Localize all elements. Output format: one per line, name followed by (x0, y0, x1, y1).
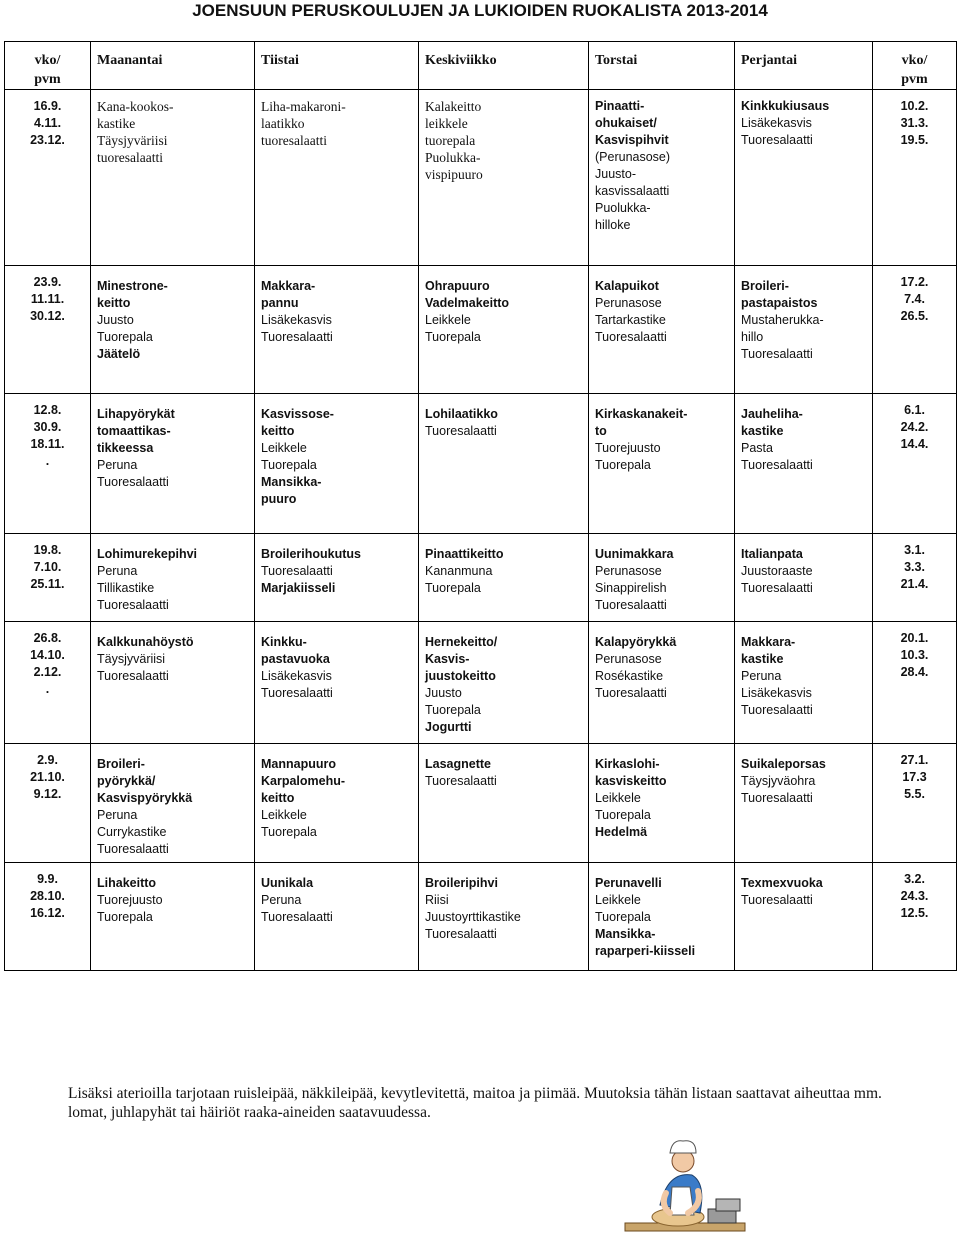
week-date: . (45, 454, 50, 468)
week-date: 2.12. (33, 665, 62, 679)
menu-item: Lihapyörykät (97, 407, 175, 421)
week-date: 26.8. (33, 631, 62, 645)
table-row (5, 744, 957, 863)
menu-item: Täysjyväriisi (97, 133, 168, 148)
page-title: JOENSUUN PERUSKOULUJEN JA LUKIOIDEN RUOKALISTA 2013-2014 (192, 1, 768, 20)
menu-item: Tuoresalaatti (261, 910, 333, 924)
menu-cell-thursday (589, 394, 735, 534)
week-dates-left (5, 622, 91, 744)
menu-item: Tuoresalaatti (595, 598, 667, 612)
menu-cell-wednesday (419, 534, 589, 622)
menu-item: Juusto (97, 313, 134, 327)
day-header-friday: Perjantai (735, 42, 873, 90)
menu-item: Kasvis- (425, 652, 470, 666)
menu-item: Broileripihvi (425, 876, 498, 890)
week-date: 31.3. (900, 116, 929, 130)
menu-item: kastike (741, 652, 784, 666)
week-date: 16.12. (30, 906, 65, 920)
menu-item: Karpalomehu- (261, 774, 346, 788)
week-date: 24.3. (900, 889, 929, 903)
table-row (5, 534, 957, 622)
week-date: 17.2. (900, 275, 929, 289)
menu-cell-thursday (589, 90, 735, 266)
menu-item: Pasta (741, 441, 773, 455)
menu-item: Tuoresalaatti (97, 598, 169, 612)
menu-item: kasviskeitto (595, 774, 667, 788)
menu-cell-tuesday (255, 744, 419, 863)
menu-item: Perunasose (595, 652, 662, 666)
menu-item: Broilerihoukutus (261, 547, 362, 561)
menu-cell-thursday (589, 534, 735, 622)
menu-item: Sinappirelish (595, 581, 667, 595)
day-header-tuesday: Tiistai (255, 42, 419, 90)
menu-item: Tuoresalaatti (741, 347, 813, 361)
menu-item: Kasvispyörykkä (97, 791, 193, 805)
week-date: 19.5. (900, 133, 929, 147)
week-date: 10.3. (900, 648, 929, 662)
day-header-monday: Maanantai (91, 42, 255, 90)
menu-item: (Perunasose) (595, 150, 671, 164)
menu-item: Leikkele (261, 441, 307, 455)
menu-item: Tuorepala (261, 458, 317, 472)
menu-item: tikkeessa (97, 441, 154, 455)
week-date: 14.10. (30, 648, 65, 662)
week-date: 28.4. (900, 665, 929, 679)
menu-item: Rosékastike (595, 669, 664, 683)
menu-cell-friday (735, 266, 873, 394)
menu-item: Kasvissose- (261, 407, 334, 421)
week-date: 16.9. (33, 99, 62, 113)
menu-item: Suikaleporsas (741, 757, 826, 771)
baker-kneading-dough-icon (620, 1135, 750, 1250)
menu-cell-wednesday (419, 394, 589, 534)
menu-item: Jogurtti (425, 720, 472, 734)
week-date: 14.4. (900, 437, 929, 451)
menu-item: Tuorejuusto (595, 441, 661, 455)
week-dates-right (873, 534, 957, 622)
table-row (5, 622, 957, 744)
menu-item: pannu (261, 296, 299, 310)
menu-item: laatikko (261, 116, 305, 131)
menu-cell-monday (91, 394, 255, 534)
week-date: 10.2. (900, 99, 929, 113)
menu-cell-thursday (589, 622, 735, 744)
week-date: 28.10. (30, 889, 65, 903)
table-row (5, 90, 957, 266)
week-dates-right (873, 622, 957, 744)
menu-item: Juusto- (595, 167, 636, 181)
menu-item: Juustoraaste (741, 564, 813, 578)
menu-item: Lisäkekasvis (261, 313, 332, 327)
week-date: 20.1. (900, 631, 929, 645)
week-date: 7.4. (904, 292, 925, 306)
menu-item: Tuoresalaatti (425, 774, 497, 788)
menu-cell-monday (91, 863, 255, 971)
menu-item: Tuoresalaatti (741, 458, 813, 472)
menu-item: Pinaatti- (595, 99, 645, 113)
menu-item: Peruna (741, 669, 782, 683)
menu-item: Peruna (97, 808, 138, 822)
menu-item: Tuoresalaatti (97, 842, 169, 856)
menu-item: keitto (261, 424, 295, 438)
week-dates-left (5, 863, 91, 971)
week-date: 27.1. (900, 753, 929, 767)
menu-cell-wednesday (419, 622, 589, 744)
menu-item: Riisi (425, 893, 449, 907)
week-date: 5.5. (904, 787, 925, 801)
menu-cell-tuesday (255, 266, 419, 394)
menu-item: Tuoresalaatti (261, 564, 333, 578)
week-header-left: vko/ pvm (5, 42, 91, 90)
week-dates-left (5, 394, 91, 534)
week-date: 2.9. (37, 753, 58, 767)
menu-item: Tillikastike (97, 581, 155, 595)
week-date: 17.3 (902, 770, 927, 784)
footer-note: Lisäksi aterioilla tarjotaan ruisleipää, näkkileipää, kevytlevitettä, maitoa ja piimää. Muutoksia tähän listaan saattavat aiheuttaa mm. lomat, juhlapyhät tai häiriöt raaka-aineiden saatavuudessa. (68, 1085, 882, 1121)
menu-item: Mansikka- (261, 475, 322, 489)
menu-item: Tuorepala (425, 330, 481, 344)
week-date: 9.9. (37, 872, 58, 886)
menu-item: Juusto (425, 686, 462, 700)
menu-cell-tuesday (255, 90, 419, 266)
week-date: 21.4. (900, 577, 929, 591)
header-row (5, 42, 957, 90)
menu-item: Kana-kookos- (97, 99, 174, 114)
menu-cell-friday (735, 863, 873, 971)
menu-cell-monday (91, 622, 255, 744)
week-dates-right (873, 394, 957, 534)
menu-item: Kasvispihvit (595, 133, 669, 147)
menu-item: Liha-makaroni- (261, 99, 346, 114)
menu-item: Kananmuna (425, 564, 493, 578)
menu-item: Peruna (97, 564, 138, 578)
menu-item: Tuorejuusto (97, 893, 163, 907)
day-header-thursday: Torstai (589, 42, 735, 90)
menu-item: Kinkkukiusaus (741, 99, 830, 113)
menu-item: Juustoyrttikastike (425, 910, 521, 924)
menu-cell-friday (735, 394, 873, 534)
menu-item: Leikkele (595, 893, 641, 907)
week-date: 19.8. (33, 543, 62, 557)
week-date: 7.10. (33, 560, 62, 574)
week-dates-left (5, 266, 91, 394)
menu-item: Hedelmä (595, 825, 648, 839)
day-header-wednesday: Keskiviikko (419, 42, 589, 90)
week-date: 11.11. (30, 292, 65, 306)
menu-item: Tuoresalaatti (741, 581, 813, 595)
week-date: 4.11. (33, 116, 62, 130)
menu-item: Broileri- (97, 757, 145, 771)
menu-item: Tuoresalaatti (741, 791, 813, 805)
menu-item: Uunikala (261, 876, 314, 890)
menu-item: Kirkaslohi- (595, 757, 660, 771)
menu-item: Tuoresalaatti (261, 330, 333, 344)
menu-item: Tuoresalaatti (97, 669, 169, 683)
menu-item: hilloke (595, 218, 631, 232)
menu-item: pyörykkä/ (97, 774, 156, 788)
menu-cell-monday (91, 744, 255, 863)
menu-item: tomaattikas- (97, 424, 171, 438)
menu-item: Perunasose (595, 296, 662, 310)
menu-item: keitto (261, 791, 295, 805)
menu-item: Tuorepala (97, 910, 153, 924)
menu-item: Lohilaatikko (425, 407, 498, 421)
menu-item: Puolukka- (595, 201, 651, 215)
week-dates-right (873, 744, 957, 863)
menu-item: Tuorepala (425, 703, 481, 717)
menu-item: Uunimakkara (595, 547, 674, 561)
menu-item: Lisäkekasvis (741, 686, 812, 700)
menu-item: Täysjyväriisi (97, 652, 166, 666)
menu-body (5, 90, 957, 971)
menu-item: Kalkkunahöystö (97, 635, 194, 649)
menu-item: Lasagnette (425, 757, 491, 771)
menu-item: juustokeitto (425, 669, 496, 683)
menu-item: Tuoresalaatti (595, 686, 667, 700)
menu-item: Tuoresalaatti (425, 424, 497, 438)
menu-cell-thursday (589, 863, 735, 971)
table-row (5, 266, 957, 394)
menu-item: Tuoresalaatti (741, 703, 813, 717)
menu-item: raparperi-kiisseli (595, 944, 696, 958)
menu-item: Kinkku- (261, 635, 307, 649)
menu-item: Mansikka- (595, 927, 656, 941)
week-date: 6.1. (904, 403, 925, 417)
menu-item: Tuorepala (97, 330, 153, 344)
menu-item: Tuorepala (595, 910, 651, 924)
menu-cell-tuesday (255, 863, 419, 971)
menu-item: Tuoresalaatti (425, 927, 497, 941)
menu-cell-friday (735, 622, 873, 744)
menu-item: vispipuuro (425, 167, 483, 182)
week-date: 18.11. (30, 437, 65, 451)
week-date: 24.2. (900, 420, 929, 434)
week-date: 25.11. (30, 577, 65, 591)
menu-item: Tuorepala (595, 458, 651, 472)
menu-item: Tartarkastike (595, 313, 666, 327)
menu-item: kastike (97, 116, 136, 131)
menu-item: Marjakiisseli (261, 581, 336, 595)
week-date: 12.8. (33, 403, 62, 417)
menu-item: Tuorepala (425, 581, 481, 595)
menu-item: Tuorepala (261, 825, 317, 839)
menu-item: puuro (261, 492, 297, 506)
menu-item: tuorepala (425, 133, 476, 148)
week-date: 30.9. (33, 420, 62, 434)
menu-item: Perunavelli (595, 876, 662, 890)
menu-item: Tuoresalaatti (595, 330, 667, 344)
week-date: 3.1. (904, 543, 925, 557)
menu-item: leikkele (425, 116, 468, 131)
menu-item: Kirkaskanakeit- (595, 407, 688, 421)
menu-item: Perunasose (595, 564, 662, 578)
menu-item: Leikkele (425, 313, 471, 327)
menu-item: Lisäkekasvis (261, 669, 332, 683)
menu-cell-tuesday (255, 622, 419, 744)
menu-item: Mannapuuro (261, 757, 336, 771)
menu-item: Vadelmakeitto (425, 296, 510, 310)
week-dates-right (873, 266, 957, 394)
menu-item: Texmexvuoka (741, 876, 823, 890)
menu-item: Lisäkekasvis (741, 116, 812, 130)
menu-item: Peruna (261, 893, 302, 907)
menu-item: kasvissalaatti (595, 184, 670, 198)
week-dates-left (5, 744, 91, 863)
menu-cell-friday (735, 90, 873, 266)
week-dates-right (873, 90, 957, 266)
menu-cell-monday (91, 90, 255, 266)
menu-item: Ohrapuuro (425, 279, 490, 293)
week-header-right: vko/ pvm (873, 42, 957, 90)
table-row (5, 394, 957, 534)
menu-item: Kalakeitto (425, 99, 482, 114)
week-dates-left (5, 90, 91, 266)
menu-cell-monday (91, 266, 255, 394)
menu-item: hillo (741, 330, 764, 344)
menu-item: kastike (741, 424, 784, 438)
menu-item: Jauheliha- (741, 407, 803, 421)
menu-item: Peruna (97, 458, 138, 472)
menu-item: Leikkele (261, 808, 307, 822)
table-row (5, 863, 957, 971)
menu-item: Makkara- (741, 635, 796, 649)
menu-item: tuoresalaatti (261, 133, 327, 148)
menu-item: Tuoresalaatti (261, 686, 333, 700)
menu-item: Makkara- (261, 279, 316, 293)
menu-item: Pinaattikeitto (425, 547, 504, 561)
menu-cell-tuesday (255, 394, 419, 534)
menu-item: to (595, 424, 607, 438)
week-dates-left (5, 534, 91, 622)
menu-cell-thursday (589, 266, 735, 394)
menu-item: pastapaistos (741, 296, 818, 310)
week-dates-right (873, 863, 957, 971)
menu-cell-friday (735, 534, 873, 622)
week-date: 12.5. (900, 906, 929, 920)
menu-cell-tuesday (255, 534, 419, 622)
menu-item: ohukaiset/ (595, 116, 657, 130)
menu-item: Minestrone- (97, 279, 168, 293)
week-date: 3.3. (904, 560, 925, 574)
menu-cell-thursday (589, 744, 735, 863)
menu-item: Tuorepala (595, 808, 651, 822)
week-date: 3.2. (904, 872, 925, 886)
menu-cell-monday (91, 534, 255, 622)
menu-item: keitto (97, 296, 131, 310)
menu-item: Jäätelö (97, 347, 141, 361)
menu-table (4, 41, 957, 971)
menu-item: Tuoresalaatti (741, 133, 813, 147)
week-date: 30.12. (30, 309, 65, 323)
week-date: . (45, 682, 50, 696)
menu-cell-wednesday (419, 863, 589, 971)
menu-cell-wednesday (419, 744, 589, 863)
menu-item: Leikkele (595, 791, 641, 805)
week-date: 21.10. (30, 770, 65, 784)
menu-item: Lihakeitto (97, 876, 157, 890)
week-date: 26.5. (900, 309, 929, 323)
menu-item: Puolukka- (425, 150, 481, 165)
week-date: 23.12. (30, 133, 65, 147)
menu-cell-wednesday (419, 90, 589, 266)
menu-item: Mustaherukka- (741, 313, 824, 327)
menu-item: Italianpata (741, 547, 803, 561)
week-date: 23.9. (33, 275, 62, 289)
week-date: 9.12. (33, 787, 62, 801)
menu-item: Lohimurekepihvi (97, 547, 198, 561)
menu-item: Täysjyväohra (741, 774, 816, 788)
menu-item: Broileri- (741, 279, 789, 293)
menu-item: Tuoresalaatti (741, 893, 813, 907)
menu-item: Kalapyörykkä (595, 635, 677, 649)
menu-item: tuoresalaatti (97, 150, 163, 165)
menu-cell-wednesday (419, 266, 589, 394)
menu-item: Tuoresalaatti (97, 475, 169, 489)
menu-item: Currykastike (97, 825, 167, 839)
menu-item: Hernekeitto/ (425, 635, 498, 649)
menu-item: Kalapuikot (595, 279, 659, 293)
menu-cell-friday (735, 744, 873, 863)
menu-item: pastavuoka (261, 652, 330, 666)
